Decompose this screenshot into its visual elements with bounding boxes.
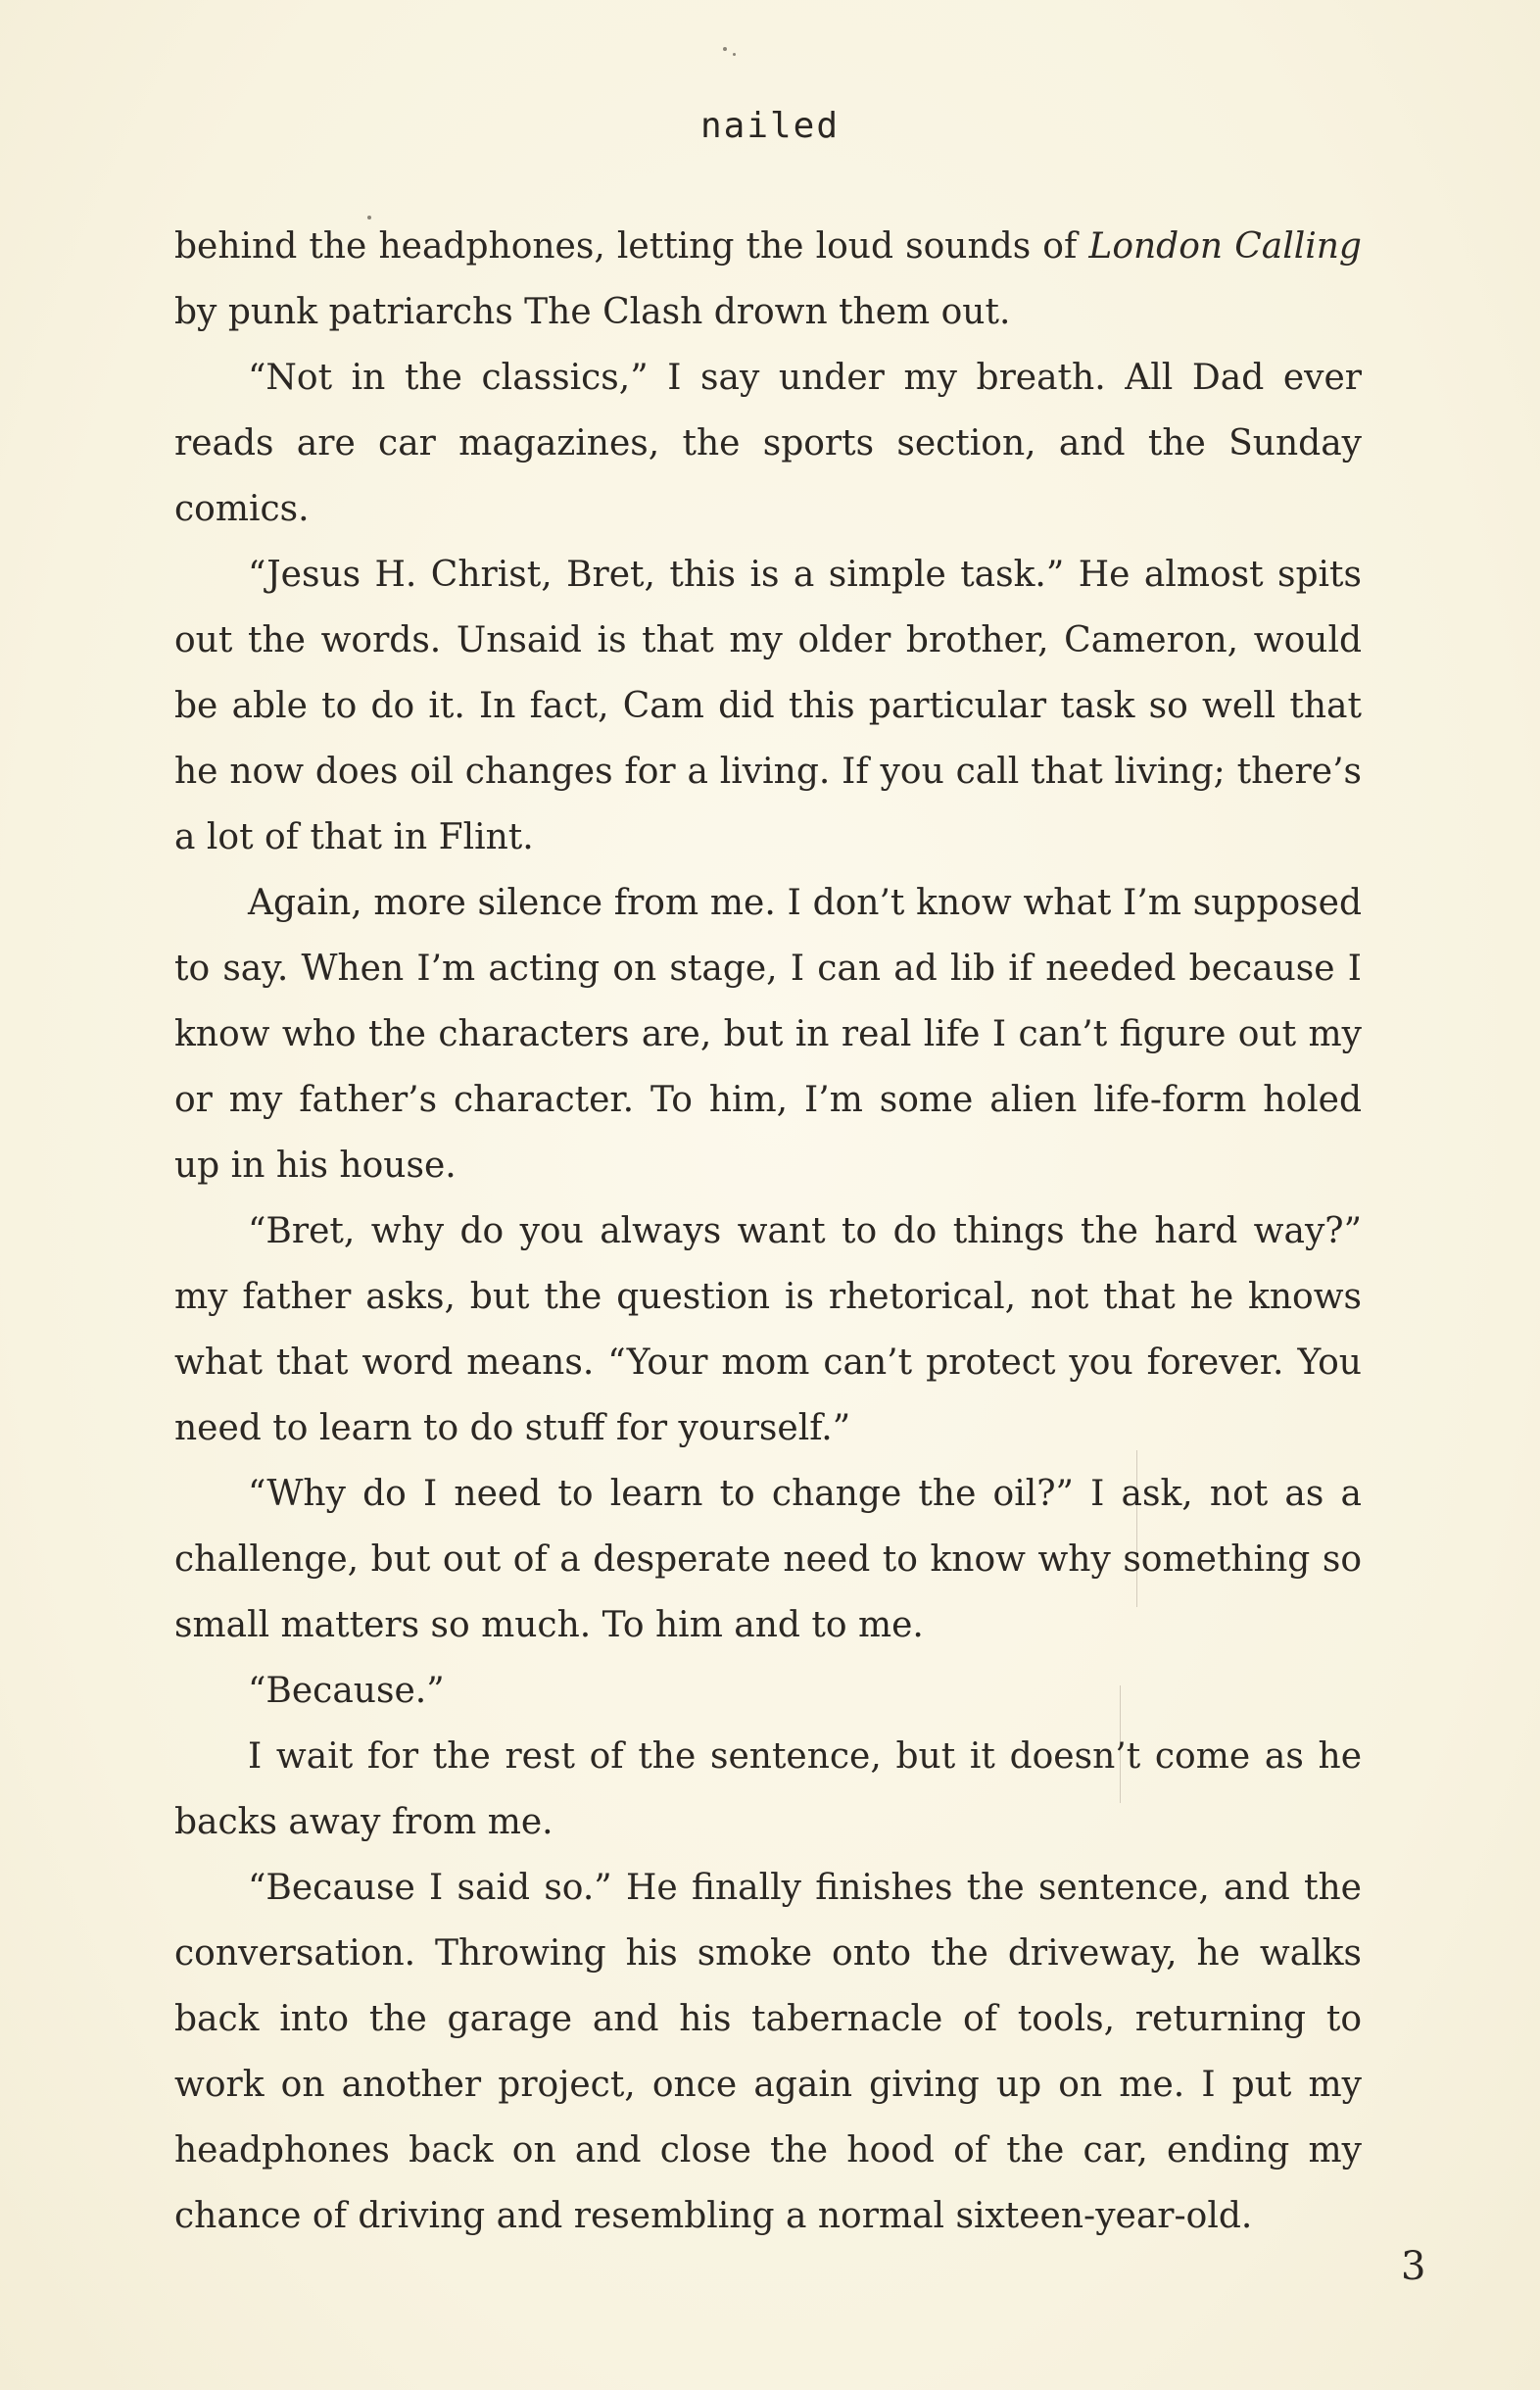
scan-speck bbox=[733, 53, 736, 56]
paragraph: “Bret, why do you always want to do things the hard way?” my father asks, but the question is rhetorical, not that he knows what that word means. “Your mom can’t protect you forever. You need to learn to do stuff for yourself.” bbox=[174, 1211, 1362, 1448]
running-head: nailed bbox=[699, 106, 841, 146]
paragraph: “Not in the classics,” I say under my breath. All Dad ever reads are car magazines, the sports section, and the Sunday comics. bbox=[174, 358, 1362, 529]
paragraph: I wait for the rest of the sentence, but it doesn’t come as he backs away from me. bbox=[174, 1736, 1362, 1842]
body-text bbox=[174, 214, 1362, 2249]
paragraph bbox=[174, 214, 1362, 345]
page-number: 3 bbox=[1401, 2244, 1426, 2289]
paragraph: “Jesus H. Christ, Bret, this is a simple task.” He almost spits out the words. Unsaid is that my older brother, Cameron, would be able to do it. In fact, Cam did this particular task so well that he now does oil changes for a living. If you call that living; there’s a lot of that in Flint. bbox=[174, 555, 1362, 857]
paragraph: Again, more silence from me. I don’t know what I’m supposed to say. When I’m acting on stage, I can ad lib if needed because I know who the characters are, but in real life I can’t figure out my or my father’s character. To him, I’m some alien life-form holed up in his house. bbox=[174, 883, 1362, 1186]
paragraph-text: by punk patriarchs The Clash drown them out. bbox=[174, 292, 1011, 332]
paragraph-text: behind the headphones, letting the loud sounds of bbox=[174, 226, 1089, 267]
scan-speck bbox=[723, 47, 727, 51]
album-title: London Calling bbox=[1088, 226, 1362, 267]
paragraph: “Because I said so.” He finally finishes the sentence, and the conversation. Throwing his smoke onto the driveway, he walks back into the garage and his tabernacle of tools, returning to work on another project, once again giving up on me. I put my headphones back on and close the hood of the car, ending my chance of driving and resembling a normal sixteen-year-old. bbox=[174, 1868, 1362, 2236]
paragraph: “Why do I need to learn to change the oil?” I ask, not as a challenge, but out of a desperate need to know why something so small matters so much. To him and to me. bbox=[174, 1474, 1362, 1645]
paragraph: “Because.” bbox=[248, 1671, 445, 1711]
